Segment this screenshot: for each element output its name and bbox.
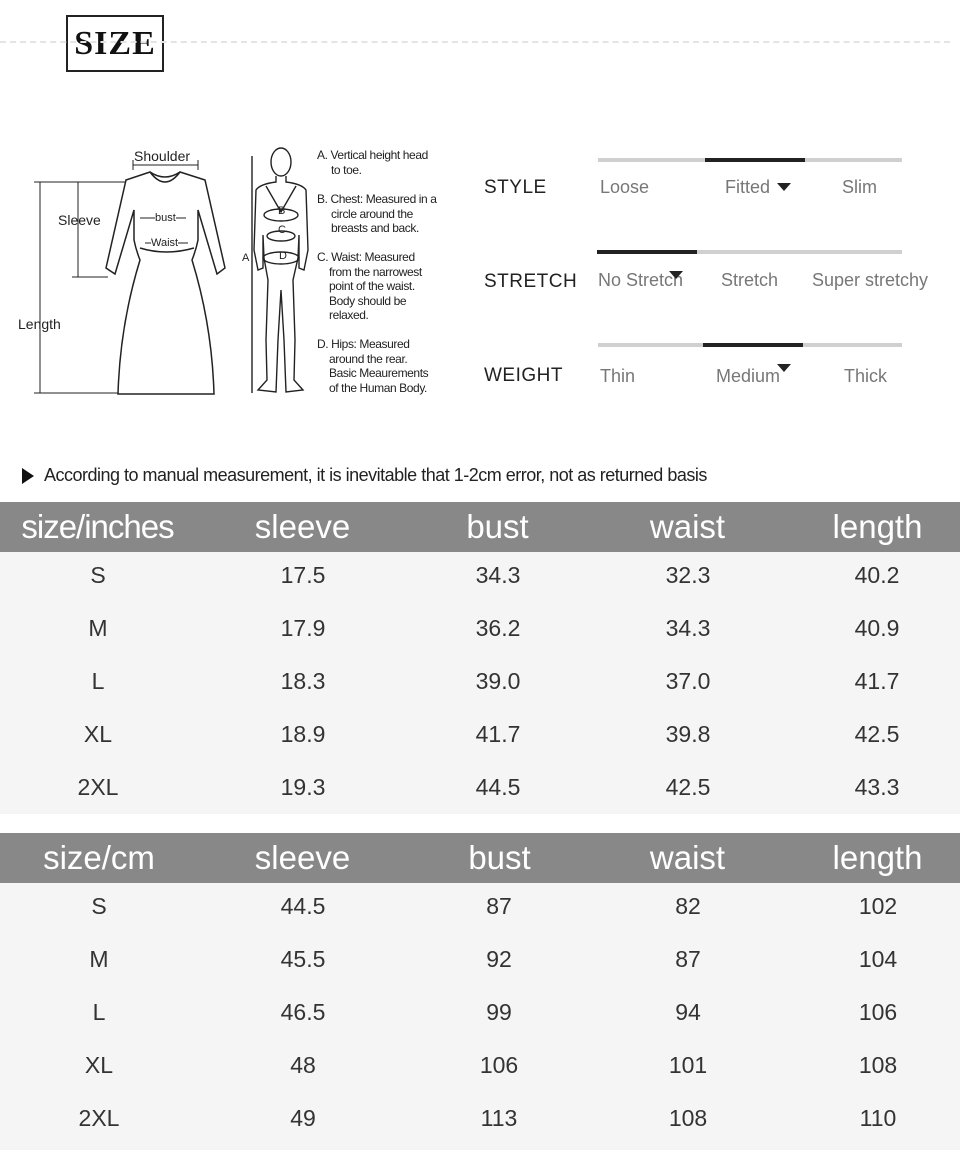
length-label: Length <box>18 316 61 332</box>
height-marker-a: A <box>242 252 250 264</box>
size-cell: 2XL <box>78 1105 120 1131</box>
option-loose: Loose <box>600 177 650 197</box>
value-cell: 49 <box>290 1105 316 1131</box>
header-sleeve: sleeve <box>254 839 351 876</box>
value-cell: 102 <box>858 893 898 919</box>
waist-marker-c: C <box>278 224 286 236</box>
value-cell: 41.7 <box>475 721 521 747</box>
header-length: length <box>832 839 923 876</box>
scale-selected-segment <box>705 158 805 162</box>
value-cell: 17.5 <box>280 562 326 588</box>
note-chest: B. Chest: Measured in a circle around the breasts and back. <box>317 192 437 235</box>
value-cell: 99 <box>486 999 512 1025</box>
attribute-label: WEIGHT <box>484 365 563 386</box>
option-fitted: Fitted <box>725 177 771 197</box>
value-cell: 106 <box>858 999 898 1025</box>
header-size: size/inches <box>21 508 174 545</box>
header-length: length <box>832 508 923 545</box>
value-cell: 87 <box>675 946 701 972</box>
size-cell: 2XL <box>77 774 119 800</box>
value-cell: 40.9 <box>854 615 900 641</box>
size-cell: M <box>89 946 109 972</box>
value-cell: 32.3 <box>665 562 711 588</box>
table-header <box>0 833 960 883</box>
value-cell: 82 <box>675 893 701 919</box>
value-cell: 19.3 <box>280 774 326 800</box>
shoulder-label: Shoulder <box>134 148 191 164</box>
value-cell: 48 <box>290 1052 316 1078</box>
note-height: A. Vertical height head to toe. <box>317 148 428 177</box>
value-cell: 44.5 <box>280 893 326 919</box>
value-cell: 43.3 <box>854 774 900 800</box>
header-size: size/cm <box>43 839 155 876</box>
measurement-diagram <box>0 140 450 405</box>
option-thick: Thick <box>844 366 888 386</box>
value-cell: 113 <box>480 1105 518 1131</box>
note-waist: C. Waist: Measured from the narrowest point of the waist. Body should be relaxed. <box>317 250 422 322</box>
value-cell: 108 <box>668 1105 708 1131</box>
value-cell: 40.2 <box>854 562 900 588</box>
chest-marker-b: B <box>278 205 286 217</box>
size-cell: M <box>88 615 108 641</box>
value-cell: 17.9 <box>280 615 326 641</box>
value-cell: 108 <box>858 1052 898 1078</box>
bust-label: bust <box>155 212 176 224</box>
option-slim: Slim <box>842 177 877 197</box>
table-header <box>0 502 960 552</box>
selected-marker-icon <box>669 271 683 279</box>
value-cell: 41.7 <box>854 668 900 694</box>
value-cell: 42.5 <box>854 721 900 747</box>
value-cell: 92 <box>486 946 512 972</box>
waist-diagram-label: Waist <box>151 237 179 249</box>
header-divider <box>0 41 950 43</box>
selected-marker-icon <box>777 364 791 372</box>
value-cell: 42.5 <box>665 774 711 800</box>
size-title: SIZE <box>66 15 164 72</box>
value-cell: 39.0 <box>475 668 521 694</box>
option-stretch: Stretch <box>721 270 779 290</box>
header-waist: waist <box>649 508 726 545</box>
value-cell: 104 <box>858 946 898 972</box>
value-cell: 44.5 <box>475 774 521 800</box>
value-cell: 106 <box>479 1052 519 1078</box>
play-triangle-icon <box>22 468 34 484</box>
value-cell: 18.9 <box>280 721 326 747</box>
option-medium: Medium <box>716 366 781 386</box>
value-cell: 34.3 <box>665 615 711 641</box>
selected-marker-icon <box>777 183 791 191</box>
scale-selected-segment <box>597 250 697 254</box>
option-super-stretchy: Super stretchy <box>812 270 929 290</box>
measurement-disclaimer <box>22 465 707 486</box>
attribute-label: STYLE <box>484 177 547 198</box>
value-cell: 87 <box>486 893 512 919</box>
value-cell: 37.0 <box>665 668 711 694</box>
size-cell: XL <box>83 721 113 747</box>
size-cell: XL <box>84 1052 114 1078</box>
hips-marker-d: D <box>279 250 287 262</box>
sleeve-label: Sleeve <box>58 212 101 228</box>
value-cell: 39.8 <box>665 721 711 747</box>
value-cell: 45.5 <box>280 946 326 972</box>
size-cell: S <box>90 562 106 588</box>
header-sleeve: sleeve <box>254 508 351 545</box>
value-cell: 46.5 <box>280 999 326 1025</box>
option-no-stretch: No Stretch <box>598 270 684 290</box>
size-cell: L <box>92 999 106 1025</box>
disclaimer-text: According to manual measurement, it is inevitable that 1-2cm error, not as returned basis <box>44 465 707 485</box>
note-hips: D. Hips: Measured around the rear. Basic Meaurements of the Human Body. <box>317 337 429 395</box>
attribute-label: STRETCH <box>484 271 578 292</box>
header-waist: waist <box>649 839 726 876</box>
option-thin: Thin <box>600 366 636 386</box>
header-bust: bust <box>468 839 531 876</box>
size-cell: L <box>91 668 105 694</box>
value-cell: 94 <box>675 999 701 1025</box>
value-cell: 110 <box>859 1105 897 1131</box>
value-cell: 101 <box>668 1052 708 1078</box>
value-cell: 36.2 <box>475 615 521 641</box>
size-cell: S <box>91 893 107 919</box>
value-cell: 18.3 <box>280 668 326 694</box>
scale-selected-segment <box>703 343 803 347</box>
header-bust: bust <box>466 508 529 545</box>
value-cell: 34.3 <box>475 562 521 588</box>
